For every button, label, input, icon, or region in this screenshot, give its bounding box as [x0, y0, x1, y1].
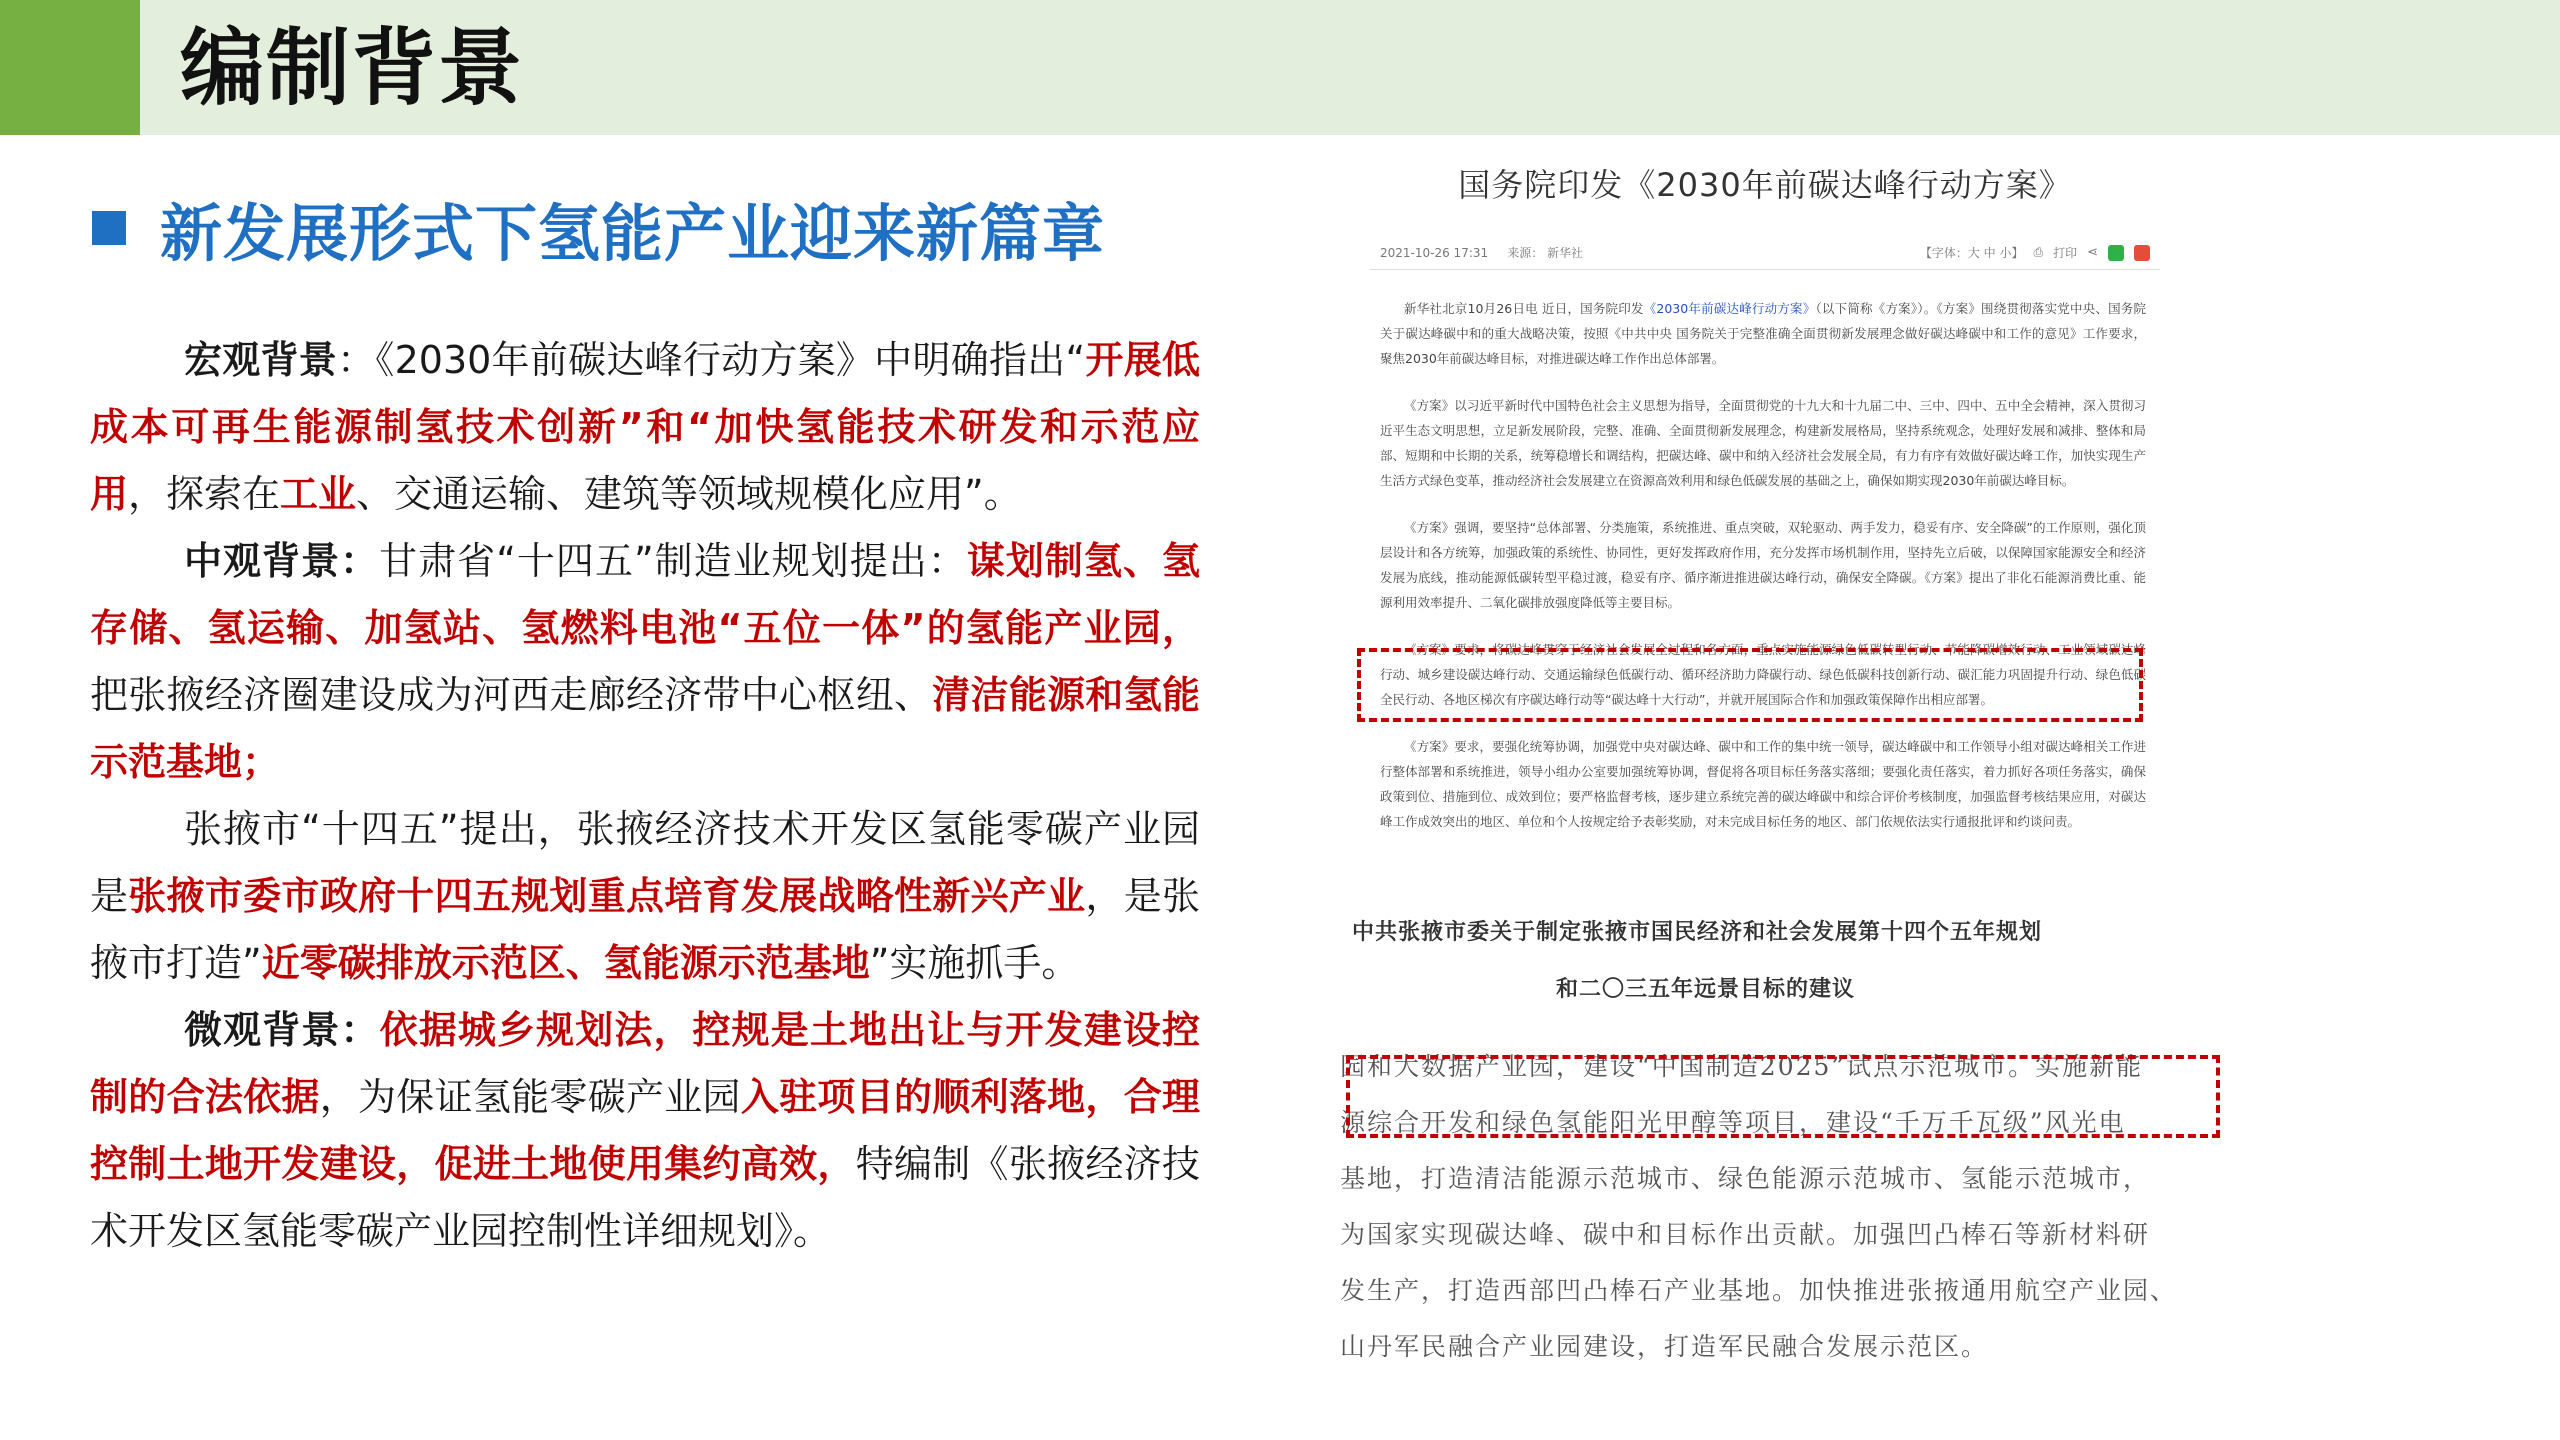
paragraph-text: ，是张掖市打造”	[90, 874, 1200, 985]
doc-line: 园和大数据产业园，建设“中国制造2025”试点示范城市。实施新能	[1340, 1052, 2144, 1081]
wechat-icon[interactable]	[2108, 245, 2124, 261]
article-paragraph: 《方案》要求，将碳达峰贯穿于经济社会发展全过程和各方面，重点实施能源绿色低碳转型行动、节能降碳增效行动、工业领域碳达峰行动、城乡建设碳达峰行动、交通运输绿色低碳行动、循环经济助力降碳行动、绿色低碳科技创新行动、碳汇能力巩固提升行动、绿色低碳全民行动、各地区梯次有序碳达峰行动等“碳达峰十大行动”，并就开展国际合作和加强政策保障作出相应部署。	[1380, 642, 2146, 707]
doc-line: 基地，打造清洁能源示范城市、绿色能源示范城市、氢能示范城市，	[1340, 1164, 2151, 1193]
article-text: 新华社北京10月26日电 近日，国务院印发	[1404, 301, 1644, 316]
paragraph-label: 宏观背景	[184, 338, 338, 382]
paragraph-label: 中观背景：	[184, 539, 380, 583]
article-body	[1370, 270, 2160, 834]
section-title: 新发展形式下氢能产业迎来新篇章	[160, 196, 1106, 270]
doc-line: 源综合开发和绿色氢能阳光甲醇等项目，建设“千万千瓦级”风光电	[1340, 1108, 2126, 1137]
paragraph-text: ”实施抓手。	[869, 941, 1080, 985]
article-source: 来源： 新华社	[1507, 246, 1584, 260]
article-paragraph	[1380, 296, 2146, 371]
highlight-text: 谋划制氢、氢存储、氢运输、加氢站、氢燃料电池“五位一体”的氢能产业园，	[90, 539, 1200, 650]
paragraph-text: 特编制《张掖经济技术开发区氢能零碳产业园控制性详细规划》。	[90, 1142, 1200, 1253]
bullet-square-icon	[92, 211, 126, 245]
paragraph-macro	[90, 327, 1200, 528]
doc-line: 为国家实现碳达峰、碳中和目标作出贡献。加强凹凸棒石等新材料研	[1340, 1220, 2151, 1249]
paragraph-text: ：《2030年前碳达峰行动方案》中明确指出“	[337, 338, 1086, 382]
highlight-text: 张掖市委市政府十四五规划重点培育发展战略性新兴产业	[128, 874, 1086, 918]
header-bar	[0, 0, 2560, 135]
highlight-dashed-box	[1357, 648, 2143, 722]
header-accent-block	[0, 0, 140, 135]
font-size-control[interactable]: 【字体：大 中 小】	[1919, 246, 2024, 260]
paragraph-label: 微观背景：	[184, 1008, 380, 1052]
paragraph-text: ，为保证氢能零碳产业园	[319, 1075, 741, 1119]
body-text	[90, 327, 1200, 1265]
article-paragraph: 《方案》强调，要坚持“总体部署、分类施策，系统推进、重点突破，双轮驱动、两手发力，稳妥有序、安全降碳”的工作原则，强化顶层设计和各方统筹，加强政策的系统性、协同性，更好发挥政府作用，充分发挥市场机制作用，坚持先立后破，以保障国家能源安全和经济发展为底线，推动能源低碳转型平稳过渡，稳妥有序、循序渐进推进碳达峰行动，确保安全降碳。《方案》提出了非化石能源消费比重、能源利用效率提升、二氧化碳排放强度降低等主要目标。	[1380, 520, 2146, 610]
highlight-text: 清洁能源和氢能示范基地；	[90, 673, 1200, 784]
doc-line: 山丹军民融合产业园建设，打造军民融合发展示范区。	[1340, 1332, 1989, 1361]
doc-title-line1: 中共张掖市委关于制定张掖市国民经济和社会发展第十四个五年规划	[1352, 919, 2043, 945]
highlight-text: 近零碳排放示范区、氢能源示范基地	[261, 941, 870, 985]
article-paragraph: 《方案》要求，要强化统筹协调，加强党中央对碳达峰、碳中和工作的集中统一领导，碳达峰碳中和工作领导小组对碳达峰相关工作进行整体部署和系统推进，领导小组办公室要加强统筹协调，督促将各项目标任务落实落细；要强化责任落实，着力抓好各项任务落实，确保政策到位、措施到位、成效到位；要严格监督考核，逐步建立系统完善的碳达峰碳中和综合评价考核制度，加强监督考核结果应用，对碳达峰工作成效突出的地区、单位和个人按规定给予表彰奖励，对未完成目标任务的地区、部门依规依法实行通报批评和约谈问责。	[1380, 739, 2146, 829]
article-link[interactable]: 《2030年前碳达峰行动方案》	[1643, 301, 1816, 316]
paragraph-text: 把张掖经济圈建设成为河西走廊经济带中心枢纽、	[90, 673, 933, 717]
highlight-text: 依据城乡规划法，控规是土地出让与开发建设控制的合法依据	[90, 1008, 1200, 1119]
weibo-icon[interactable]	[2134, 245, 2150, 261]
paragraph-micro	[90, 997, 1200, 1265]
doc-title-line2: 和二〇三五年远景目标的建议	[1556, 976, 1856, 1002]
share-icon[interactable]: ⋖	[2087, 245, 2098, 260]
article-paragraph: 《方案》以习近平新时代中国特色社会主义思想为指导，全面贯彻党的十九大和十九届二中、三中、四中、五中全会精神，深入贯彻习近平生态文明思想，立足新发展阶段，完整、准确、全面贯彻新发展理念，构建新发展格局，坚持系统观念，处理好发展和减排、整体和局部、短期和中长期的关系，统筹稳增长和调结构，把碳达峰、碳中和纳入经济社会发展全局，有力有序有效做好碳达峰工作，加快实现生产生活方式绿色变革，推动经济社会发展建立在资源高效利用和绿色低碳发展的基础之上，确保如期实现2030年前碳达峰目标。	[1380, 398, 2146, 488]
section-heading	[92, 178, 1105, 278]
page-title: 编制背景	[180, 19, 525, 117]
print-icon[interactable]: ⎙	[2033, 245, 2044, 259]
highlight-text: 入驻项目的顺利落地，合理控制土地开发建设，促进土地使用集约高效，	[90, 1075, 1200, 1186]
paragraph-text: ，探索在	[128, 472, 281, 516]
paragraph-text: 、交通运输、建筑等领域规模化应用”。	[356, 472, 1022, 516]
article-date: 2021-10-26 17:31	[1380, 246, 1489, 260]
doc-line: 发生产，打造西部凹凸棒石产业基地。加快推进张掖通用航空产业园、	[1340, 1276, 2178, 1305]
highlight-dashed-box	[1346, 1055, 2220, 1138]
article-headline: 国务院印发《2030年前碳达峰行动方案》	[1458, 166, 2072, 204]
paragraph-meso	[90, 528, 1200, 796]
paragraph-text: 甘肃省“十四五”制造业规划提出：	[379, 539, 967, 583]
article-meta	[1370, 228, 2160, 270]
policy-document-excerpt	[1340, 915, 2240, 1375]
highlight-text: 工业	[280, 472, 357, 516]
article-text: （以下简称《方案》）。《方案》围绕贯彻落实党中央、国务院关于碳达峰碳中和的重大战略决策，按照《中共中央 国务院关于完整准确全面贯彻新发展理念做好碳达峰碳中和工作的意见》工作要求，聚焦2030年前碳达峰目标，对推进碳达峰工作作出总体部署。	[1380, 301, 2146, 366]
paragraph-text: 张掖市“十四五”提出，张掖经济技术开发区氢能零碳产业园是	[90, 807, 1200, 918]
highlight-text: 开展低成本可再生能源制氢技术创新”和“加快氢能技术研发和示范应用	[90, 338, 1200, 516]
print-link[interactable]: 打印	[2053, 246, 2078, 260]
article-screenshot	[1370, 150, 2160, 880]
paragraph-city	[90, 796, 1200, 997]
